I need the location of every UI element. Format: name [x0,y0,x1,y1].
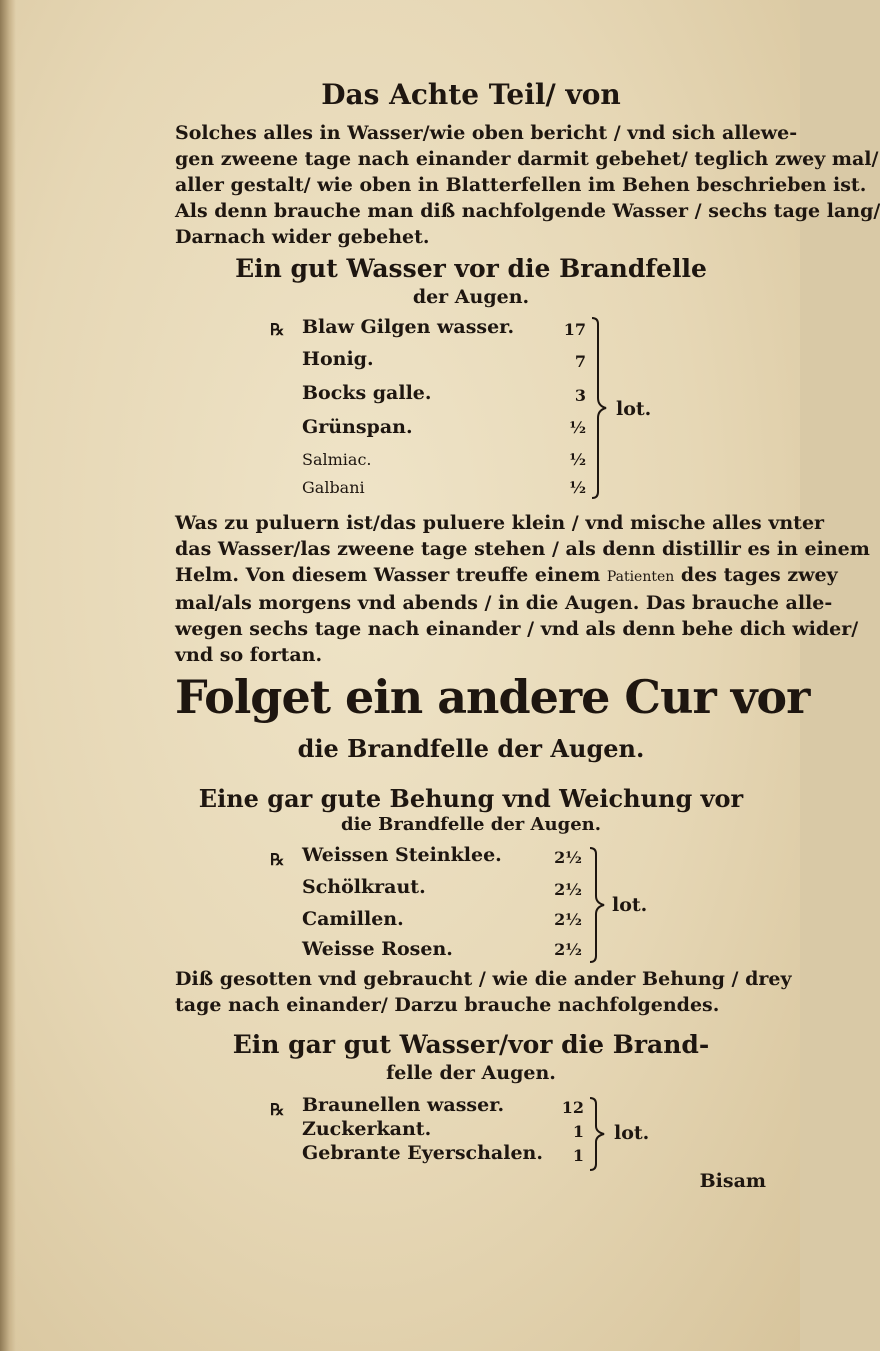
text-line: Diß gesotten vnd gebraucht / wie die ander Behung / drey [175,968,792,990]
ingredient-name: Camillen. [302,908,404,930]
text-segment: Helm. Von diesem Wasser treuffe einem [175,564,607,586]
ingredient-quantity: ½ [569,418,586,437]
latin-word: Patienten [606,569,675,585]
ingredient-name: Honig. [302,348,374,370]
ingredient-name: Weisse Rosen. [302,938,453,960]
recipe2-instructions [175,966,792,1018]
recipe3-title-line2: felle der Augen. [386,1062,556,1084]
text-line: Solches alles in Wasser/wie oben bericht / vnd sich allewe- [175,122,798,144]
recipe-symbol: ℞ [270,320,285,339]
ingredient-quantity: 7 [574,352,586,371]
text-line: aller gestalt/ wie oben in Blatterfellen im Behen beschrieben ist. [175,174,867,196]
section-heading: Folget ein andere Cur vor [175,670,810,724]
text-line: vnd so fortan. [175,644,323,666]
ingredient-quantity: 1 [572,1122,584,1141]
ingredient-name: Salmiac. [302,450,372,469]
text-line: Was zu puluern ist/das puluere klein / vnd mische alles vnter [175,512,825,534]
ingredient-quantity: ½ [569,450,586,469]
ingredient-quantity: 2½ [554,880,582,899]
page-gutter [0,0,16,1351]
recipe1-title-line2: der Augen. [412,286,530,308]
ingredient-quantity: ½ [569,478,586,497]
ingredient-name: Braunellen wasser. [302,1094,505,1116]
ingredient-name: Blaw Gilgen wasser. [302,316,515,338]
ingredient-quantity: 2½ [554,848,582,867]
text-segment: des tages zwey [674,564,838,586]
ingredient-name: Galbani [302,478,365,497]
unit-label: lot. [612,894,648,916]
text-line: wegen sechs tage nach einander / vnd als denn behe dich wider/ [175,618,859,640]
text-line [175,562,838,590]
text-line: mal/als morgens vnd abends / in die Augen. Das brauche alle- [175,592,833,614]
text-line: Darnach wider gebehet. [175,226,430,248]
ingredient-quantity: 1 [572,1146,584,1165]
recipe1-title: Ein gut Wasser vor die Brandfelle [235,254,707,283]
text-line: gen zweene tage nach einander darmit gebehet/ teglich zwey mal/ [175,148,879,170]
recipe-symbol: ℞ [270,850,285,869]
recipe2-title-line2: die Brandfelle der Augen. [341,814,601,835]
section-heading-line2: die Brandfelle der Augen. [297,734,645,763]
ingredient-name: Gebrante Eyerschalen. [302,1142,543,1164]
ingredient-name: Schölkraut. [302,876,426,898]
ingredient-name: Bocks galle. [302,382,432,404]
text-line: tage nach einander/ Darzu brauche nachfolgendes. [175,994,720,1016]
text-line: Als denn brauche man diß nachfolgende Wasser / sechs tage lang/ [175,200,880,222]
unit-label: lot. [614,1122,650,1144]
ingredient-name: Zuckerkant. [302,1118,432,1140]
ingredient-quantity: 3 [574,386,586,405]
brace-icon [586,1096,616,1172]
recipe2-title: Eine gar gute Behung vnd Weichung vor [198,784,744,813]
ingredient-name: Grünspan. [302,416,413,438]
ingredient-quantity: 12 [561,1098,584,1117]
ingredient-quantity: 17 [563,320,586,339]
ingredient-quantity: 2½ [554,910,582,929]
running-title: Das Achte Teil/ von [321,78,621,111]
recipe1-instructions [175,510,870,668]
ingredient-name: Weissen Steinklee. [302,844,502,866]
recipe-symbol: ℞ [270,1100,285,1119]
recipe3-title: Ein gar gut Wasser/vor die Brand- [232,1030,710,1059]
brace-icon [588,316,618,500]
text-line: das Wasser/las zweene tage stehen / als denn distillir es in einem [175,538,870,560]
catchword: Bisam [699,1170,766,1192]
ingredient-quantity: 2½ [554,940,582,959]
unit-label: lot. [616,398,652,420]
intro-paragraph [175,120,880,250]
